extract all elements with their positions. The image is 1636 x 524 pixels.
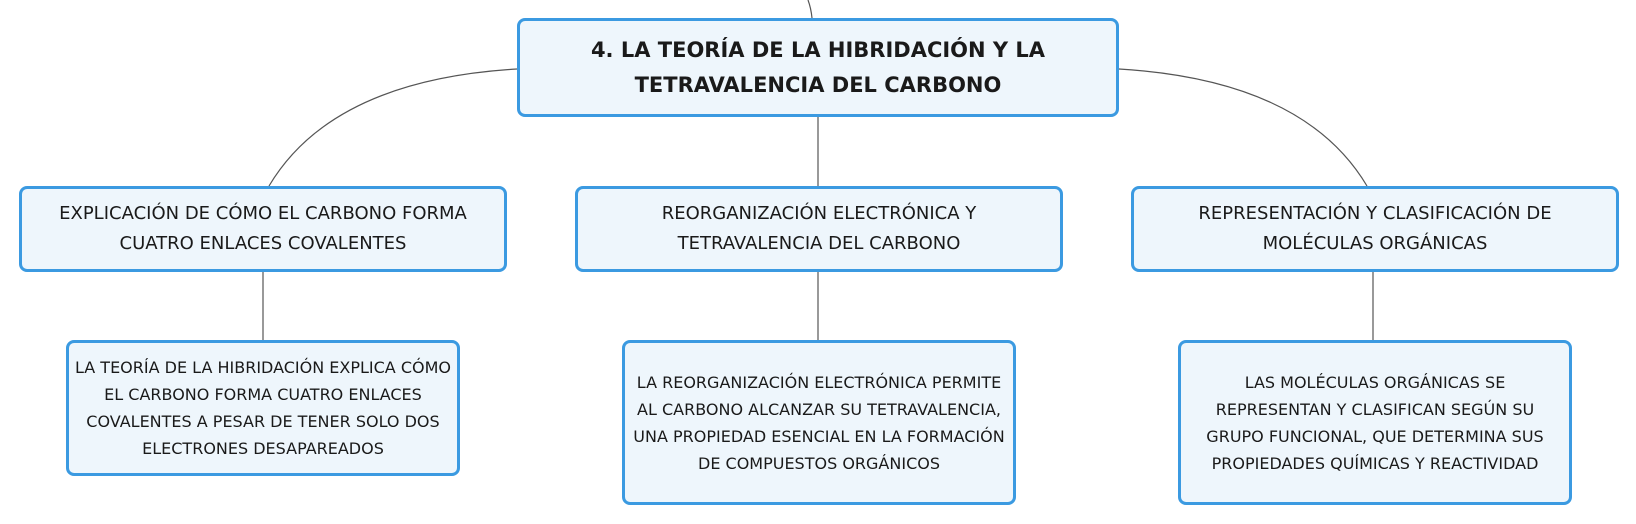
branch-node-electronic-reorganization[interactable] bbox=[575, 186, 1063, 272]
root-topic-label: 4. LA TEORÍA DE LA HIBRIDACIÓN Y LA TETRAVALENCIA DEL CARBONO bbox=[590, 37, 1046, 97]
detail-node-functional-group[interactable] bbox=[1178, 340, 1572, 505]
branch-node-organic-molecules[interactable] bbox=[1131, 186, 1619, 272]
detail-node-tetravalence[interactable] bbox=[622, 340, 1016, 505]
connector-root-to-left bbox=[269, 69, 517, 186]
root-topic-node[interactable] bbox=[517, 18, 1119, 117]
branch-label: REPRESENTACIÓN Y CLASIFICACIÓN DE MOLÉCULAS ORGÁNICAS bbox=[1198, 203, 1552, 254]
detail-text: LA REORGANIZACIÓN ELECTRÓNICA PERMITE AL CARBONO ALCANZAR SU TETRAVALENCIA, UNA PROPIEDAD ESENCIAL EN LA FORMACIÓN DE COMPUESTOS ORGÁNICOS bbox=[633, 372, 1005, 473]
detail-node-hybridization-theory[interactable] bbox=[66, 340, 460, 476]
detail-text: LAS MOLÉCULAS ORGÁNICAS SE REPRESENTAN Y CLASIFICAN SEGÚN SU GRUPO FUNCIONAL, QUE DETERMINA SUS PROPIEDADES QUÍMICAS Y REACTIVIDAD bbox=[1206, 372, 1544, 473]
branch-label: REORGANIZACIÓN ELECTRÓNICA Y TETRAVALENCIA DEL CARBONO bbox=[661, 203, 977, 254]
connector-root-to-right bbox=[1119, 69, 1367, 186]
connector-parent-to-root bbox=[808, 0, 812, 18]
detail-text: LA TEORÍA DE LA HIBRIDACIÓN EXPLICA CÓMO EL CARBONO FORMA CUATRO ENLACES COVALENTES A PESAR DE TENER SOLO DOS ELECTRONES DESAPAREADOS bbox=[74, 358, 451, 458]
branch-label: EXPLICACIÓN DE CÓMO EL CARBONO FORMA CUATRO ENLACES COVALENTES bbox=[59, 203, 467, 254]
branch-node-covalent-bonds[interactable] bbox=[19, 186, 507, 272]
